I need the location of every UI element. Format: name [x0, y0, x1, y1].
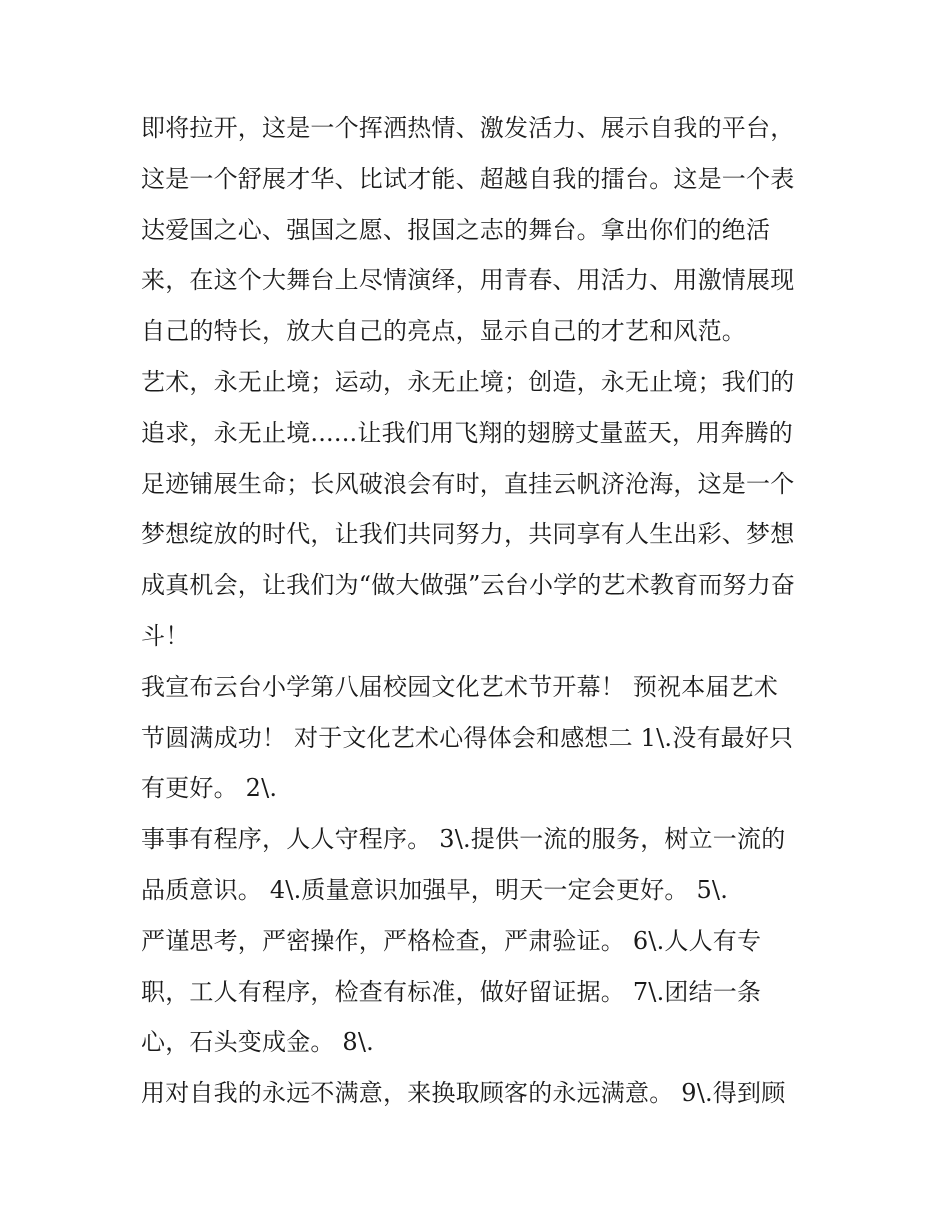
text-line: 节圆满成功！ 对于文化艺术心得体会和感想二 1\.没有最好只 — [141, 723, 794, 752]
text-line: 品质意识。 4\.质量意识加强早，明天一定会更好。 5\. — [141, 875, 729, 904]
text-line: 严谨思考，严密操作，严格检查，严肃验证。 6\.人人有专 — [141, 926, 762, 955]
text-line: 梦想绽放的时代，让我们共同努力，共同享有人生出彩、梦想 — [141, 520, 795, 549]
text-line: 来，在这个大舞台上尽情演绎，用青春、用活力、用激情展现 — [141, 266, 795, 295]
text-line: 有更好。 2\. — [141, 774, 278, 803]
document-body — [141, 103, 821, 1119]
text-line: 我宣布云台小学第八届校园文化艺术节开幕！ 预祝本届艺术 — [141, 672, 779, 701]
text-line: 自己的特长，放大自己的亮点，显示自己的才艺和风范。 — [141, 317, 746, 346]
text-line: 斗！ — [141, 621, 190, 650]
text-line: 用对自我的永远不满意，来换取顾客的永远满意。 9\.得到顾 — [141, 1079, 786, 1108]
text-line: 追求，永无止境......让我们用飞翔的翅膀丈量蓝天，用奔腾的 — [141, 418, 793, 447]
text-line: 达爱国之心、强国之愿、报国之志的舞台。拿出你们的绝活 — [141, 215, 771, 244]
text-line: 这是一个舒展才华、比试才能、超越自我的擂台。这是一个表 — [141, 164, 795, 193]
text-line: 即将拉开，这是一个挥洒热情、激发活力、展示自我的平台， — [141, 114, 795, 142]
text-line: 心，石头变成金。 8\. — [141, 1028, 375, 1057]
text-line: 成真机会，让我们为“做大做强”云台小学的艺术教育而努力奋 — [141, 571, 796, 600]
text-line: 足迹铺展生命；长风破浪会有时，直挂云帆济沧海，这是一个 — [141, 469, 795, 498]
text-line: 职，工人有程序，检查有标准，做好留证据。 7\.团结一条 — [141, 977, 762, 1006]
text-line: 艺术，永无止境；运动，永无止境；创造，永无止境；我们的 — [141, 367, 795, 396]
text-line: 事事有程序，人人守程序。 3\.提供一流的服务，树立一流的 — [141, 825, 786, 854]
